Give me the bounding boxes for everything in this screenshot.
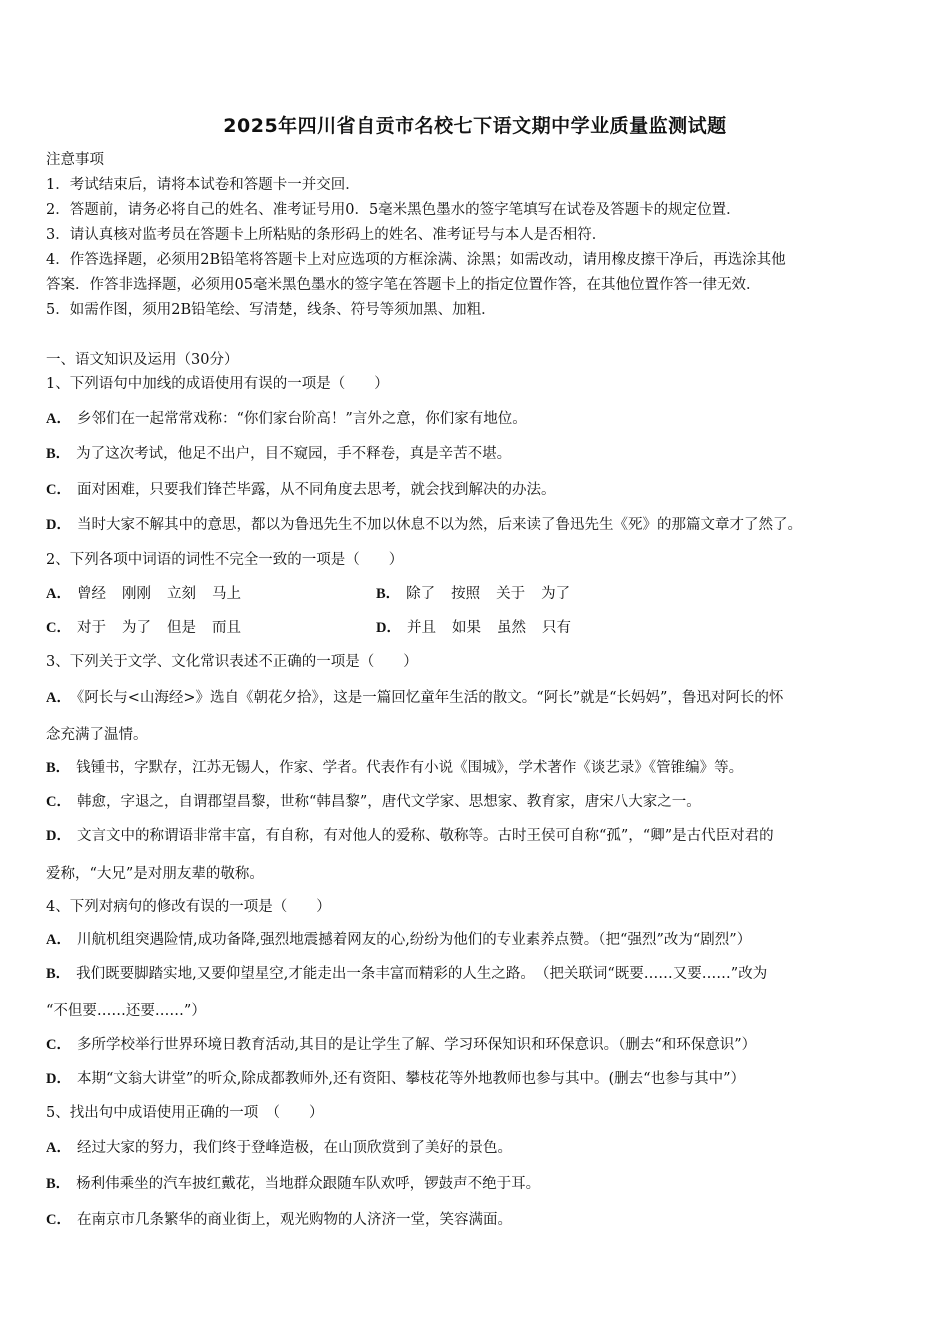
- option-text: 我们既要脚踏实地,又要仰望星空,才能走出一条丰富而精彩的人生之路。 （把关联词“既要……又要……”改为: [76, 966, 768, 982]
- option-word: 除了: [406, 586, 436, 602]
- option-word: 并且: [406, 620, 436, 636]
- q5-option-b: [46, 1174, 540, 1194]
- option-word: 刚刚: [121, 586, 151, 602]
- option-word: 立刻: [166, 586, 196, 602]
- q2-stem: 2、下列各项中词语的词性不完全一致的一项是（ ）: [46, 552, 404, 568]
- q4-option-d: [46, 1069, 745, 1089]
- option-label: A．: [46, 586, 71, 602]
- q1-option-d: [46, 515, 802, 535]
- option-label: B．: [46, 446, 71, 462]
- option-label: B．: [46, 760, 71, 776]
- option-label: A．: [46, 690, 71, 706]
- option-text: 文言文中的称谓语非常丰富，有自称，有对他人的爱称、敬称等。古时王侯可自称“孤”，“卿”是古代臣对君的: [76, 828, 774, 844]
- option-label: A．: [46, 1140, 71, 1156]
- option-text: 杨利伟乘坐的汽车披红戴花，当地群众跟随车队欢呼，锣鼓声不绝于耳。: [76, 1176, 541, 1192]
- notice-item-3: 3．请认真核对监考员在答题卡上所粘贴的条形码上的姓名、准考证号与本人是否相符．: [46, 227, 607, 243]
- q4-option-a: [46, 930, 751, 950]
- q4-option-b-cont: “不但要……还要……”）: [46, 1003, 206, 1019]
- page-title: 2025年四川省自贡市名校七下语文期中学业质量监测试题: [223, 115, 727, 137]
- option-label: A．: [46, 411, 71, 427]
- notice-item-1: 1．考试结束后，请将本试卷和答题卡一并交回．: [46, 177, 360, 193]
- option-text: 韩愈，字退之，自谓郡望昌黎，世称“韩昌黎”，唐代文学家、思想家、教育家，唐宋八大家之一。: [76, 794, 701, 810]
- q1-stem: 1、下列语句中加线的成语使用有误的一项是（ ）: [46, 376, 389, 392]
- q3-stem: 3、下列关于文学、文化常识表述不正确的一项是（ ）: [46, 654, 418, 670]
- q3-option-d: [46, 826, 774, 846]
- q2-option-b: [376, 584, 586, 604]
- option-word: 为了: [121, 620, 151, 636]
- option-label: A．: [46, 932, 71, 948]
- option-text: 川航机组突遇险情,成功备降,强烈地震撼着网友的心,纷纷为他们的专业素养点赞。（把“强烈”改为“剧烈”）: [76, 932, 752, 948]
- notice-item-4: 4．作答选择题，必须用2B铅笔将答题卡上对应选项的方框涂满、涂黑；如需改动，请用橡皮擦干净后，再选涂其他: [46, 252, 786, 268]
- q3-option-d-cont: 爱称，“大兄”是对朋友辈的敬称。: [46, 866, 264, 882]
- option-text: 当时大家不解其中的意思，都以为鲁迅先生不加以休息不以为然，后来读了鲁迅先生《死》的那篇文章才了然了。: [76, 517, 802, 533]
- option-word: 按照: [451, 586, 481, 602]
- option-word: 只有: [541, 620, 571, 636]
- q4-option-b: [46, 964, 767, 984]
- q1-option-a: [46, 409, 527, 429]
- option-label: B．: [46, 1176, 71, 1192]
- option-label: D．: [376, 620, 401, 636]
- option-text: 面对困难，只要我们锋芒毕露，从不同角度去思考，就会找到解决的办法。: [76, 482, 556, 498]
- option-text: 多所学校举行世界环境日教育活动,其目的是让学生了解、学习环保知识和环保意识。（删去“和环保意识”）: [76, 1037, 757, 1053]
- option-word: 但是: [166, 620, 196, 636]
- notice-item-5: 5．如需作图，须用2B铅笔绘、写清楚，线条、符号等须加黑、加粗．: [46, 302, 496, 318]
- notice-heading: 注意事项: [46, 152, 104, 168]
- option-word: 马上: [211, 586, 241, 602]
- q2-option-a: [46, 584, 257, 604]
- q1-option-b: [46, 444, 511, 464]
- option-label: C．: [46, 794, 71, 810]
- option-text: 本期“文翁大讲堂”的听众,除成都教师外,还有资阳、攀枝花等外地教师也参与其中。(删去“也参与其中”）: [76, 1071, 746, 1087]
- option-word: 对于: [76, 620, 106, 636]
- option-text: 为了这次考试，他足不出户，目不窥园，手不释卷，真是辛苦不堪。: [76, 446, 512, 462]
- option-word: 为了: [541, 586, 571, 602]
- option-word: 如果: [451, 620, 481, 636]
- q5-option-c: [46, 1210, 512, 1230]
- option-label: C．: [46, 482, 71, 498]
- option-label: C．: [46, 1037, 71, 1053]
- q5-stem: 5、找出句中成语使用正确的一项 （ ）: [46, 1105, 324, 1121]
- section-heading: 一、语文知识及运用（30分）: [46, 352, 239, 368]
- option-text: 乡邻们在一起常常戏称：“你们家台阶高！”言外之意，你们家有地位。: [76, 411, 527, 427]
- option-text: 在南京市几条繁华的商业街上，观光购物的人济济一堂，笑容满面。: [76, 1212, 512, 1228]
- option-text: 经过大家的努力，我们终于登峰造极，在山顶欣赏到了美好的景色。: [76, 1140, 512, 1156]
- notice-item-4-cont: 答案．作答非选择题，必须用05毫米黑色墨水的签字笔在答题卡上的指定位置作答，在其他位置作答一律无效．: [46, 277, 761, 293]
- option-word: 关于: [496, 586, 526, 602]
- q2-option-c: [46, 618, 257, 638]
- option-word: 曾经: [76, 586, 106, 602]
- option-word: 而且: [211, 620, 241, 636]
- option-label: B．: [376, 586, 401, 602]
- q5-option-a: [46, 1138, 512, 1158]
- q2-option-d: [376, 618, 587, 638]
- option-label: B．: [46, 966, 71, 982]
- option-label: C．: [46, 620, 71, 636]
- option-label: C．: [46, 1212, 71, 1228]
- option-label: D．: [46, 828, 71, 844]
- q3-option-c: [46, 792, 701, 812]
- q3-option-b: [46, 758, 743, 778]
- q4-stem: 4、下列对病句的修改有误的一项是（ ）: [46, 899, 331, 915]
- option-word: 虽然: [496, 620, 526, 636]
- notice-item-2: 2．答题前，请务必将自己的姓名、准考证号用0．5毫米黑色墨水的签字笔填写在试卷及答题卡的规定位置．: [46, 202, 741, 218]
- option-label: D．: [46, 517, 71, 533]
- q4-option-c: [46, 1035, 756, 1055]
- option-text: 《阿长与<山海经>》选自《朝花夕拾》，这是一篇回忆童年生活的散文。“阿长”就是“长妈妈”，鲁迅对阿长的怀: [76, 690, 784, 706]
- option-label: D．: [46, 1071, 71, 1087]
- q3-option-a: [46, 688, 783, 708]
- option-text: 钱锺书，字默存，江苏无锡人，作家、学者。代表作有小说《围城》，学术著作《谈艺录》《管锥编》等。: [76, 760, 744, 776]
- q3-option-a-cont: 念充满了温情。: [46, 727, 148, 743]
- q1-option-c: [46, 480, 555, 500]
